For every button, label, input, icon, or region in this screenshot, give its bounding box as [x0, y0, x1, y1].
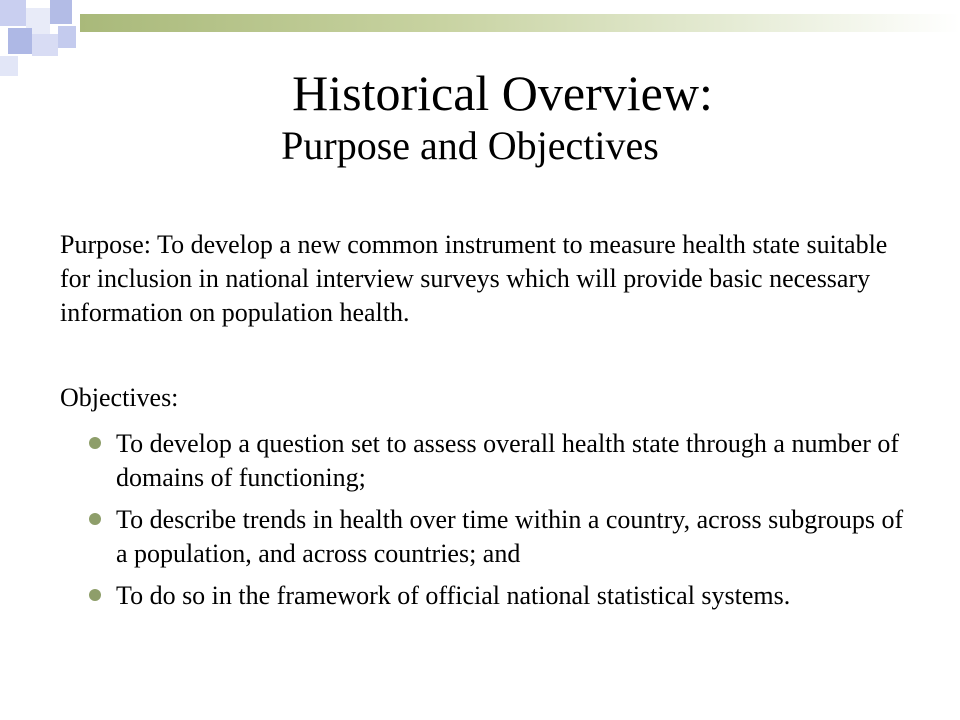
objectives-list	[60, 427, 920, 613]
slide-body	[60, 228, 920, 621]
decor-square	[32, 34, 58, 56]
list-item	[116, 579, 920, 613]
decor-square	[8, 28, 32, 54]
objective-text: To develop a question set to assess overall health state through a number of domains of functioning;	[116, 429, 900, 492]
purpose-paragraph: Purpose: To develop a new common instrument to measure health state suitable for inclusion in national interview surveys which will provide basic necessary information on population health.	[60, 230, 888, 327]
header-stripe	[80, 14, 960, 32]
decor-square	[50, 0, 72, 24]
list-item	[116, 503, 920, 571]
objectives-heading: Objectives:	[60, 383, 179, 412]
decor-square	[58, 26, 76, 48]
bullet-icon	[89, 589, 101, 601]
objective-text: To describe trends in health over time within a country, across subgroups of a population, and across countries; and	[116, 505, 904, 568]
bullet-icon	[89, 513, 101, 525]
list-item	[116, 427, 920, 495]
subtitle-text: Purpose and Objectives	[281, 123, 659, 168]
decor-square	[0, 0, 26, 26]
bullet-icon	[89, 437, 101, 449]
title-text: Historical Overview:	[292, 65, 713, 121]
objective-text: To do so in the framework of official national statistical systems.	[116, 581, 791, 610]
slide-title	[0, 64, 960, 170]
